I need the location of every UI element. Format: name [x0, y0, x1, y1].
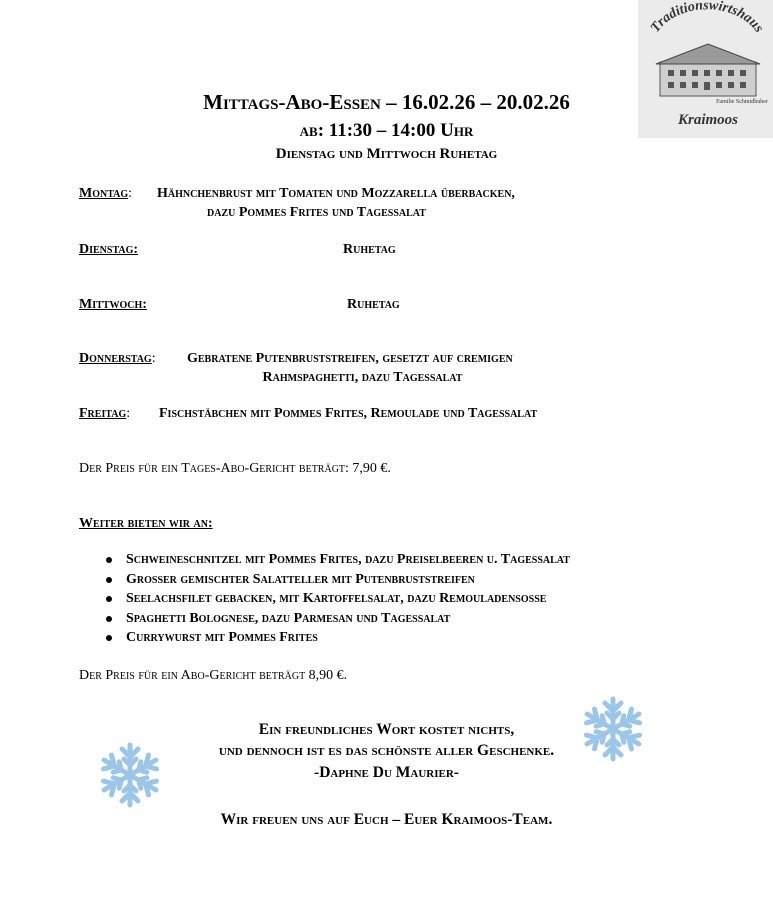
tuesday-dish: Ruhetag: [343, 242, 396, 257]
extras-list: [100, 550, 570, 648]
thursday-label: Donnerstag: [79, 351, 152, 366]
monday-label: Montag: [79, 186, 129, 201]
thursday-dish-line2: Rahmspaghetti, dazu Tagessalat: [262, 370, 463, 385]
friday-label: Freitag: [79, 406, 127, 421]
extras-item: Spaghetti Bolognese, dazu Parmesan und Tagessalat: [126, 609, 570, 629]
extras-item: Schweineschnitzel mit Pommes Frites, dazu Preiselbeeren u. Tagessalat: [126, 550, 570, 570]
tuesday-label: Dienstag:: [79, 242, 139, 257]
daily-price-note: Der Preis für ein Tages-Abo-Gericht beträgt: 7,90 €.: [79, 461, 391, 476]
logo-family-text: Familie Schmidhuber: [716, 99, 768, 105]
logo-arc-text: Traditionswirtshaus: [647, 0, 767, 36]
quote-line1: Ein freundliches Wort kostet nichts,: [258, 721, 515, 738]
thursday-dish-line1: Gebratene Putenbruststreifen, gesetzt auf cremigen: [187, 351, 513, 366]
monday-dish-line1: Hähnchenbrust mit Tomaten und Mozzarella überbacken,: [157, 186, 515, 201]
extras-item: Seelachsfilet gebacken, mit Kartoffelsalat, dazu Remouladensoße: [126, 589, 570, 609]
closed-days-note: Dienstag und Mittwoch Ruhetag: [275, 146, 498, 162]
thursday-row: Donnerstag:: [79, 351, 156, 366]
wednesday-label: Mittwoch:: [79, 297, 147, 312]
extras-item: Großer gemischter Salatteller mit Putenbruststreifen: [126, 570, 570, 590]
friday-row: Freitag:: [79, 406, 131, 421]
opening-hours: ab: 11:30 – 14:00 Uhr: [299, 120, 474, 141]
extras-heading: Weiter bieten wir an:: [79, 516, 213, 531]
monday-dish-line2: dazu Pommes Frites und Tagessalat: [207, 205, 426, 220]
page-title: Mittags-Abo-Essen – 16.02.26 – 20.02.26: [203, 90, 570, 114]
monday-row: Montag:: [79, 186, 133, 201]
restaurant-logo: [638, 0, 773, 138]
logo-name-text: Kraimoos: [677, 112, 739, 128]
abo-price-note: Der Preis für ein Abo-Gericht beträgt 8,90 €.: [79, 668, 348, 683]
quote-author: -Daphne Du Maurier-: [314, 764, 459, 781]
svg-text:Traditionswirtshaus: [648, 0, 766, 36]
logo-graphic: [638, 0, 773, 138]
quote-line2: und dennoch ist es das schönste aller Geschenke.: [218, 742, 555, 759]
closing-line: Wir freuen uns auf Euch – Euer Kraimoos-Team.: [220, 811, 553, 828]
wednesday-dish: Ruhetag: [347, 297, 400, 312]
extras-item: Currywurst mit Pommes Frites: [126, 628, 570, 648]
friday-dish: Fischstäbchen mit Pommes Frites, Remoulade und Tagessalat: [159, 406, 538, 421]
